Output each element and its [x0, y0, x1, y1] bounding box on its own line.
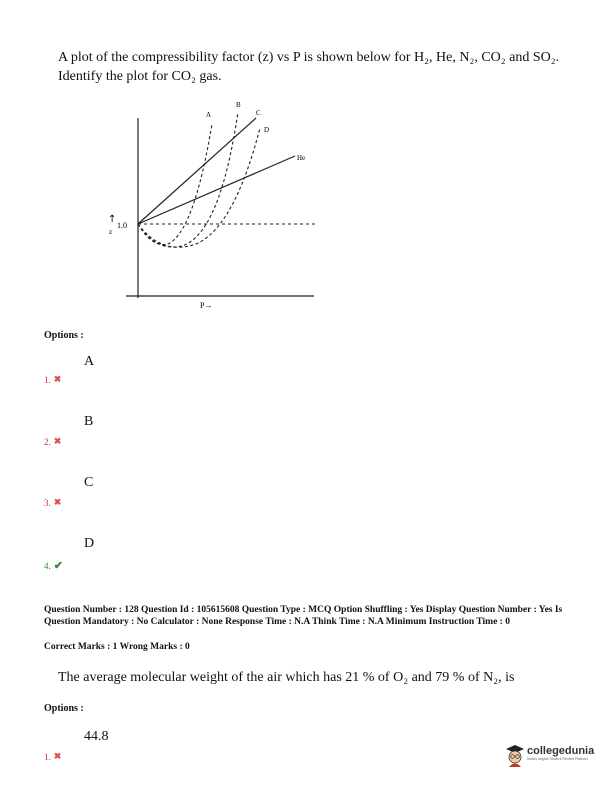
mascot-icon [506, 745, 524, 767]
up-arrow-icon: ↑ [108, 214, 117, 225]
question-1-text: A plot of the compressibility factor (z) vs P is shown below for H₂, He, N₂, CO₂ and SO₂. Identify the plot for CO₂ gas. [58, 50, 560, 84]
correct-check-icon: ✔ [53, 560, 63, 572]
option-3-number: 3. ✖ [44, 497, 62, 508]
options-label-1: Options : [44, 330, 84, 341]
curve-a [138, 124, 212, 245]
q2-option-1-number: 1. ✖ [44, 751, 62, 762]
options-label-2: Options : [44, 703, 84, 714]
label-b: B [236, 101, 241, 109]
wrong-mark-icon: ✖ [53, 374, 62, 384]
wrong-mark-icon: ✖ [53, 436, 62, 446]
option-4-text: D [84, 536, 95, 551]
label-he: He [297, 154, 306, 162]
y-axis-label: z [109, 228, 113, 236]
curve-he [138, 156, 295, 224]
wrong-mark-icon: ✖ [53, 751, 62, 761]
y-value-label: 1.0 [117, 221, 127, 230]
label-d: D [264, 126, 270, 134]
option-1-number: 1. ✖ [44, 374, 62, 385]
label-c: C [256, 109, 261, 117]
collegedunia-logo [506, 745, 594, 767]
question-meta: Question Number : 128 Question Id : 105615608 Question Type : MCQ Option Shuffling : Yes Display Question Number : Yes Is Question Mandatory : No Calculator : None Response Time : N.A Think Time : N.A Minimum Instruction Time : 0 [44, 605, 563, 627]
x-axis-label: P→ [200, 301, 213, 310]
compressibility-graph [100, 98, 330, 313]
question-marks: Correct Marks : 1 Wrong Marks : 0 [44, 642, 190, 652]
label-a: A [206, 111, 212, 119]
question-2-text: The average molecular weight of the air which has 21 % of O₂ and 79 % of N₂, is [58, 670, 515, 685]
wrong-mark-icon: ✖ [53, 497, 62, 507]
logo-tagline: India's largest Student Review Platform [527, 757, 588, 761]
curve-c [138, 118, 256, 224]
option-3-text: C [84, 475, 94, 490]
option-4-number: 4. ✔ [44, 560, 63, 572]
q2-option-1-text: 44.8 [84, 729, 109, 744]
logo-name: collegedunia [527, 745, 595, 757]
option-1-text: A [84, 354, 95, 369]
option-2-text: B [84, 414, 94, 429]
option-2-number: 2. ✖ [44, 436, 62, 447]
